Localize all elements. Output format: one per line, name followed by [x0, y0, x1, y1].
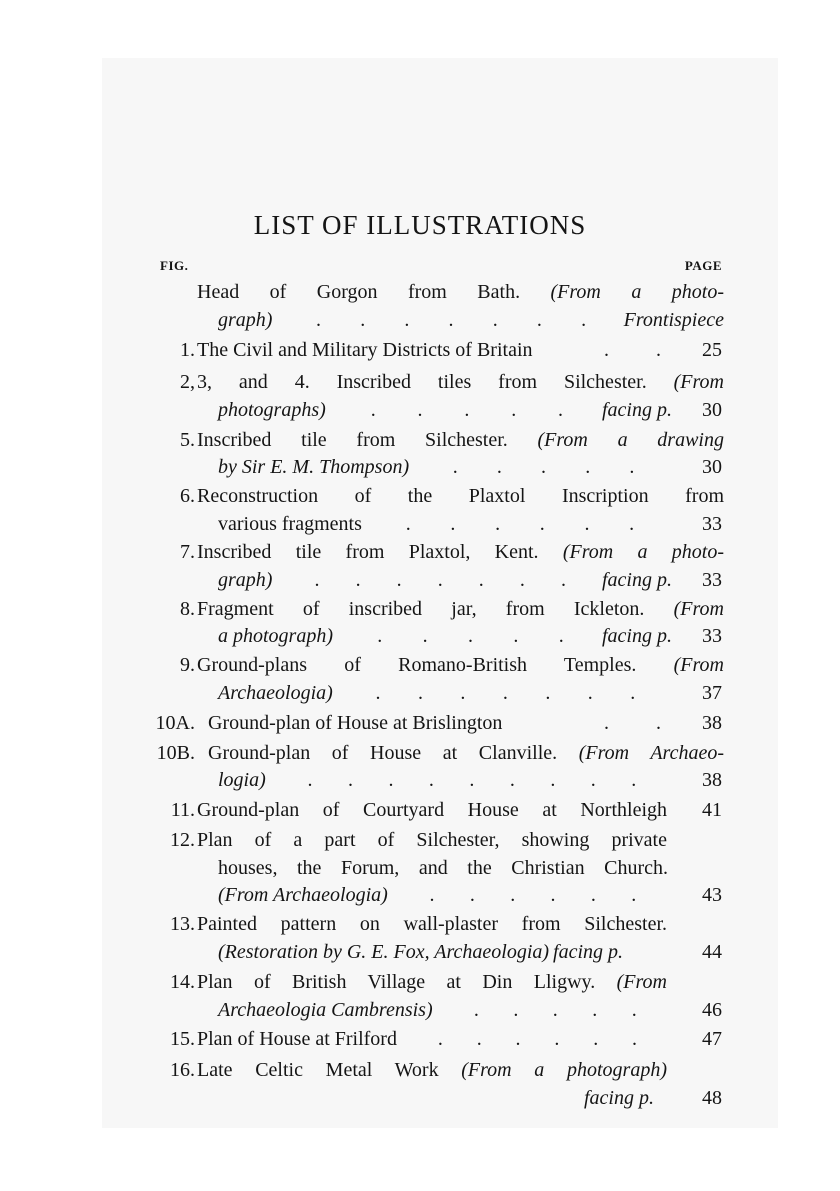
- entry-frontispiece-line1: Head of Gorgon from Bath. (From a photo-: [197, 281, 724, 303]
- fig-number: 2,: [180, 371, 195, 393]
- fig-number: 13.: [170, 913, 195, 935]
- entry-9-line2: Archaeologia) . . . . . . .: [218, 681, 672, 705]
- leader-dots: .: [656, 712, 661, 734]
- fig-column-header: FIG.: [160, 258, 189, 273]
- leader-dots: . . . . . .: [405, 513, 635, 535]
- page-ref: 41: [702, 799, 722, 821]
- leader-dots: . . . . .: [452, 456, 635, 478]
- entry-8-line2: a photograph) . . . . . facing p.: [218, 625, 672, 647]
- page-ref: 43: [702, 884, 722, 906]
- entry-13-line1: Painted pattern on wall-plaster from Silchester.: [197, 913, 667, 935]
- entry-frontispiece-line2: graph) . . . . . . . Frontispiece: [218, 309, 724, 331]
- page-ref: 33: [702, 513, 722, 535]
- entry-15: Plan of House at Frilford . . . . . .: [197, 1027, 672, 1051]
- fig-number: 1.: [180, 339, 195, 361]
- entry-2-3-4-line1: 3, and 4. Inscribed tiles from Silchester. (From: [197, 371, 724, 393]
- entry-12-line1: Plan of a part of Silchester, showing private: [197, 829, 667, 851]
- leader-dots: .: [604, 712, 609, 734]
- leader-dots: . . . . . . . . .: [307, 769, 637, 791]
- page-ref: 33: [702, 569, 722, 591]
- page-ref: 48: [702, 1087, 722, 1109]
- entry-16-line1: Late Celtic Metal Work (From a photograph): [197, 1059, 667, 1081]
- entry-5-line1: Inscribed tile from Silchester. (From a drawing: [197, 429, 724, 451]
- page-ref: 25: [702, 339, 722, 361]
- leader-dots: . . . . . . .: [316, 309, 587, 331]
- page-ref: 37: [702, 682, 722, 704]
- fig-number: 9.: [180, 654, 195, 676]
- page-ref: 30: [702, 456, 722, 478]
- entry-14-line1: Plan of British Village at Din Lligwy. (From: [197, 971, 667, 993]
- entry-10a: Ground-plan of House at Brislington: [208, 712, 503, 734]
- entry-1: The Civil and Military Districts of Britain: [197, 339, 533, 361]
- entry-2-3-4-line2: photographs) . . . . . facing p.: [218, 399, 672, 421]
- entry-10b-line1: Ground-plan of House at Clanville. (From Archaeo-: [208, 742, 725, 764]
- leader-dots: . . . . .: [370, 399, 564, 421]
- entry-9-line1: Ground-plans of Romano-British Temples. (From: [197, 654, 724, 676]
- leader-dots: .: [604, 339, 609, 361]
- leader-dots: . . . . .: [377, 625, 564, 647]
- fig-number: 8.: [180, 598, 195, 620]
- fig-number: 11.: [170, 799, 195, 821]
- fig-number: 14.: [170, 971, 195, 993]
- page-ref: 47: [702, 1028, 722, 1050]
- page-ref: 33: [702, 625, 722, 647]
- leader-dots: .: [656, 339, 661, 361]
- entry-6-line1: Reconstruction of the Plaxtol Inscription from: [197, 485, 724, 507]
- fig-number: 10A.: [155, 712, 195, 734]
- entry-14-line2: Archaeologia Cambrensis) . . . . .: [218, 998, 672, 1022]
- entry-12-line2: houses, the Forum, and the Christian Church.: [218, 857, 668, 879]
- leader-dots: . . . . . .: [437, 1028, 638, 1050]
- entry-11: Ground-plan of Courtyard House at Northleigh: [197, 799, 667, 821]
- entry-7-line2: graph) . . . . . . . facing p.: [218, 569, 672, 591]
- page-ref: Frontispiece: [623, 309, 724, 331]
- fig-number: 16.: [170, 1059, 195, 1081]
- fig-number: 7.: [180, 541, 195, 563]
- facing-label: facing p.: [602, 399, 672, 421]
- entry-12-line3: (From Archaeologia) . . . . . .: [218, 883, 672, 907]
- facing-label: facing p.: [584, 1087, 654, 1109]
- page-ref: 38: [702, 769, 722, 791]
- entry-7-line1: Inscribed tile from Plaxtol, Kent. (From a photo-: [197, 541, 725, 563]
- entry-5-line2: by Sir E. M. Thompson) . . . . .: [218, 455, 672, 479]
- page-column-header: PAGE: [684, 258, 722, 273]
- fig-number: 6.: [180, 485, 195, 507]
- facing-label: facing p.: [602, 625, 672, 647]
- fig-number: 10B.: [156, 742, 195, 764]
- facing-label: facing p.: [602, 569, 672, 591]
- entry-10b-line2: logia) . . . . . . . . .: [218, 768, 672, 792]
- leader-dots: . . . . . . .: [375, 682, 636, 704]
- leader-dots: . . . . . . .: [314, 569, 566, 591]
- fig-number: 15.: [170, 1028, 195, 1050]
- page-ref: 46: [702, 999, 722, 1021]
- facing-label: facing p.: [553, 941, 624, 963]
- page-ref: 44: [702, 941, 722, 963]
- entry-6-line2: various fragments . . . . . .: [218, 512, 672, 536]
- leader-dots: . . . . .: [473, 999, 637, 1021]
- fig-number: 5.: [180, 429, 195, 451]
- fig-number: 12.: [170, 829, 195, 851]
- page-title: LIST OF ILLUSTRATIONS: [253, 210, 587, 240]
- page-ref: 38: [702, 712, 722, 734]
- entry-13-line2: (Restoration by G. E. Fox, Archaeologia) facing p.: [218, 941, 624, 963]
- leader-dots: . . . . . .: [429, 884, 637, 906]
- page-ref: 30: [702, 399, 722, 421]
- entry-8-line1: Fragment of inscribed jar, from Ickleton. (From: [197, 598, 724, 620]
